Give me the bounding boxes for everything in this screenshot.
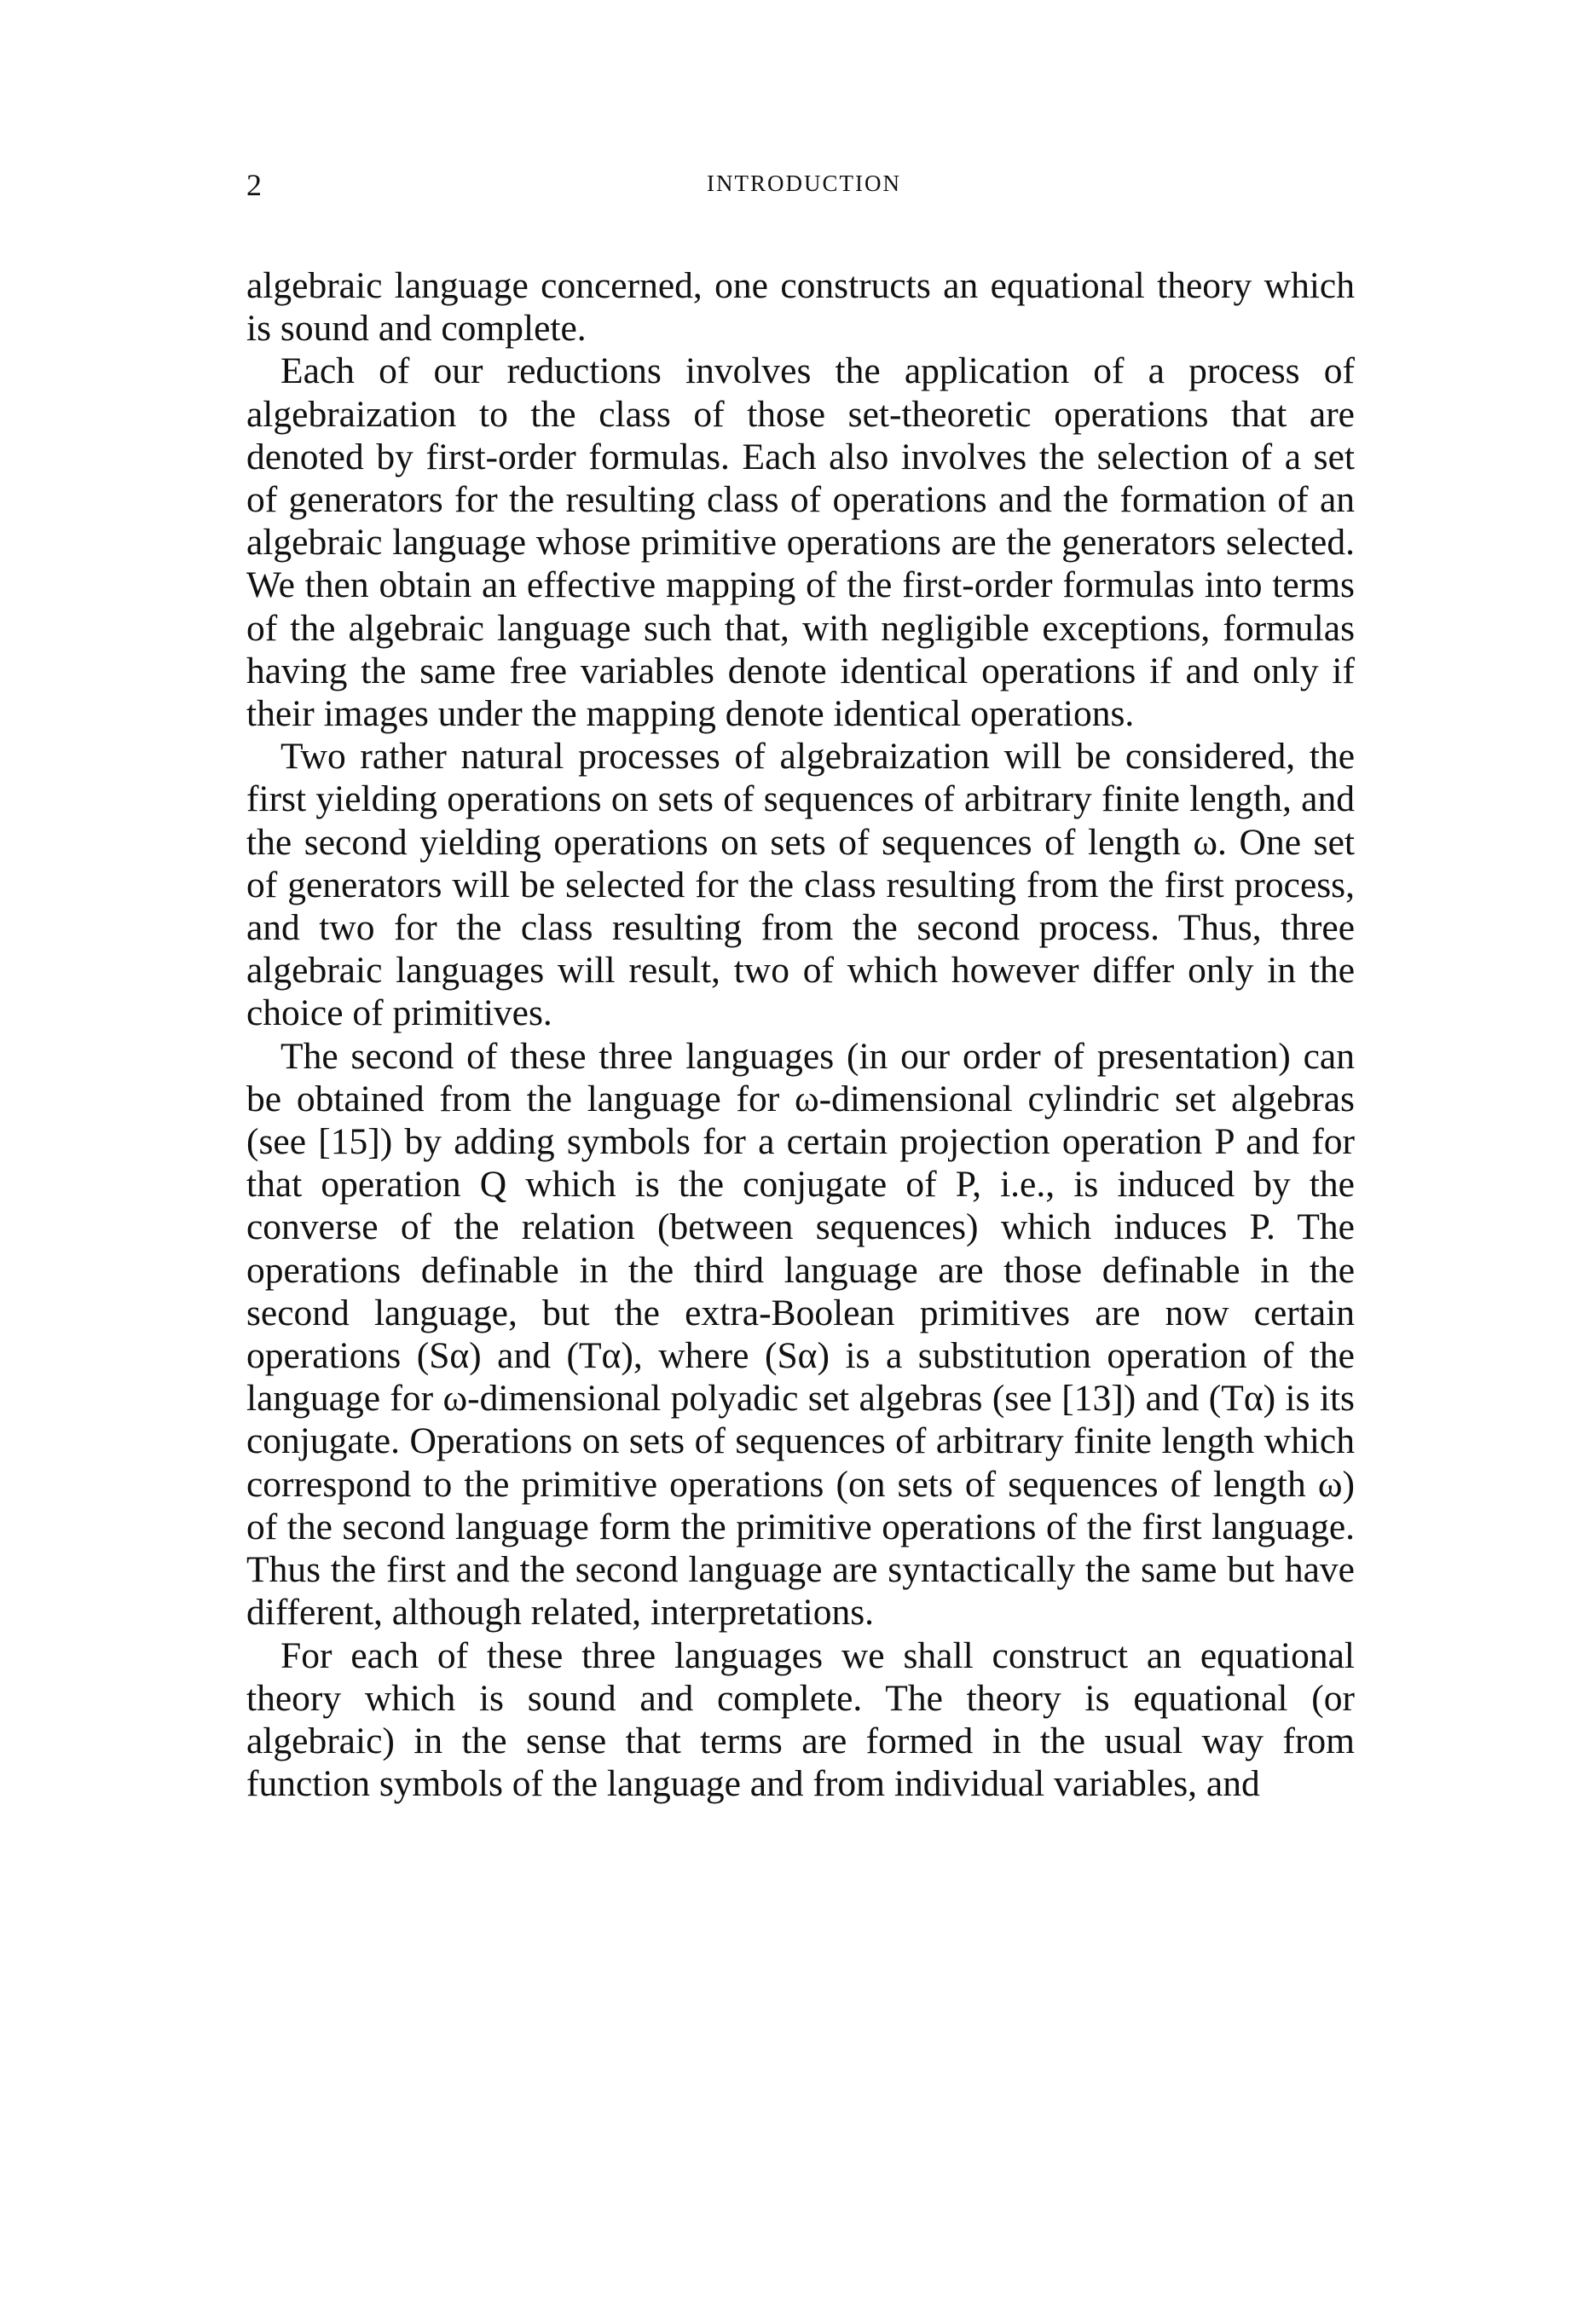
running-head xyxy=(246,167,1355,210)
paragraph-continued: algebraic language concerned, one constructs an equational theory which is sound and complete. xyxy=(246,265,1355,350)
paragraph-equational-theory: For each of these three languages we shall construct an equational theory which is sound and complete. The theory is equational (or algebraic) in the sense that terms are formed in the usual way from function symbols of the language and from individual variables, and xyxy=(246,1634,1355,1805)
paragraph-reductions: Each of our reductions involves the application of a process of algebraization to the class of those set-theoretic operations that are denoted by first-order formulas. Each also involves the selection of a set of generators for the resulting class of operations and the formation of an algebraic language whose primitive operations are the generators selected. We then obtain an effective mapping of the first-order formulas into terms of the algebraic language such that, with negligible exceptions, formulas having the same free variables denote identical operations if and only if their images under the mapping denote identical operations. xyxy=(246,350,1355,735)
paragraph-second-language: The second of these three languages (in our order of presentation) can be obtained from the language for ω-dimensional cylindric set algebras (see [15]) by adding symbols for a certain projection operation P and for that operation Q which is the conjugate of P, i.e., is induced by the converse of the relation (between sequences) which induces P. The operations definable in the third language are those definable in the second language, but the extra-Boolean primitives are now certain operations (Sα) and (Tα), where (Sα) is a substitution operation of the language for ω-dimensional polyadic set algebras (see [13]) and (Tα) is its conjugate. Operations on sets of sequences of arbitrary finite length which correspond to the primitive operations (on sets of sequences of length ω) of the second language form the primitive operations of the first language. Thus the first and the second language are syntactically the same but have different, although related, interpretations. xyxy=(246,1035,1355,1634)
paragraph-algebraization: Two rather natural processes of algebraization will be considered, the first yielding operations on sets of sequences of arbitrary finite length, and the second yielding operations on sets of sequences of length ω. One set of generators will be selected for the class resulting from the first process, and two for the class resulting from the second process. Thus, three algebraic languages will result, two of which however differ only in the choice of primitives. xyxy=(246,736,1355,1034)
body-text xyxy=(246,264,1355,1805)
running-title: INTRODUCTION xyxy=(707,171,901,196)
page-number: 2 xyxy=(246,168,262,202)
